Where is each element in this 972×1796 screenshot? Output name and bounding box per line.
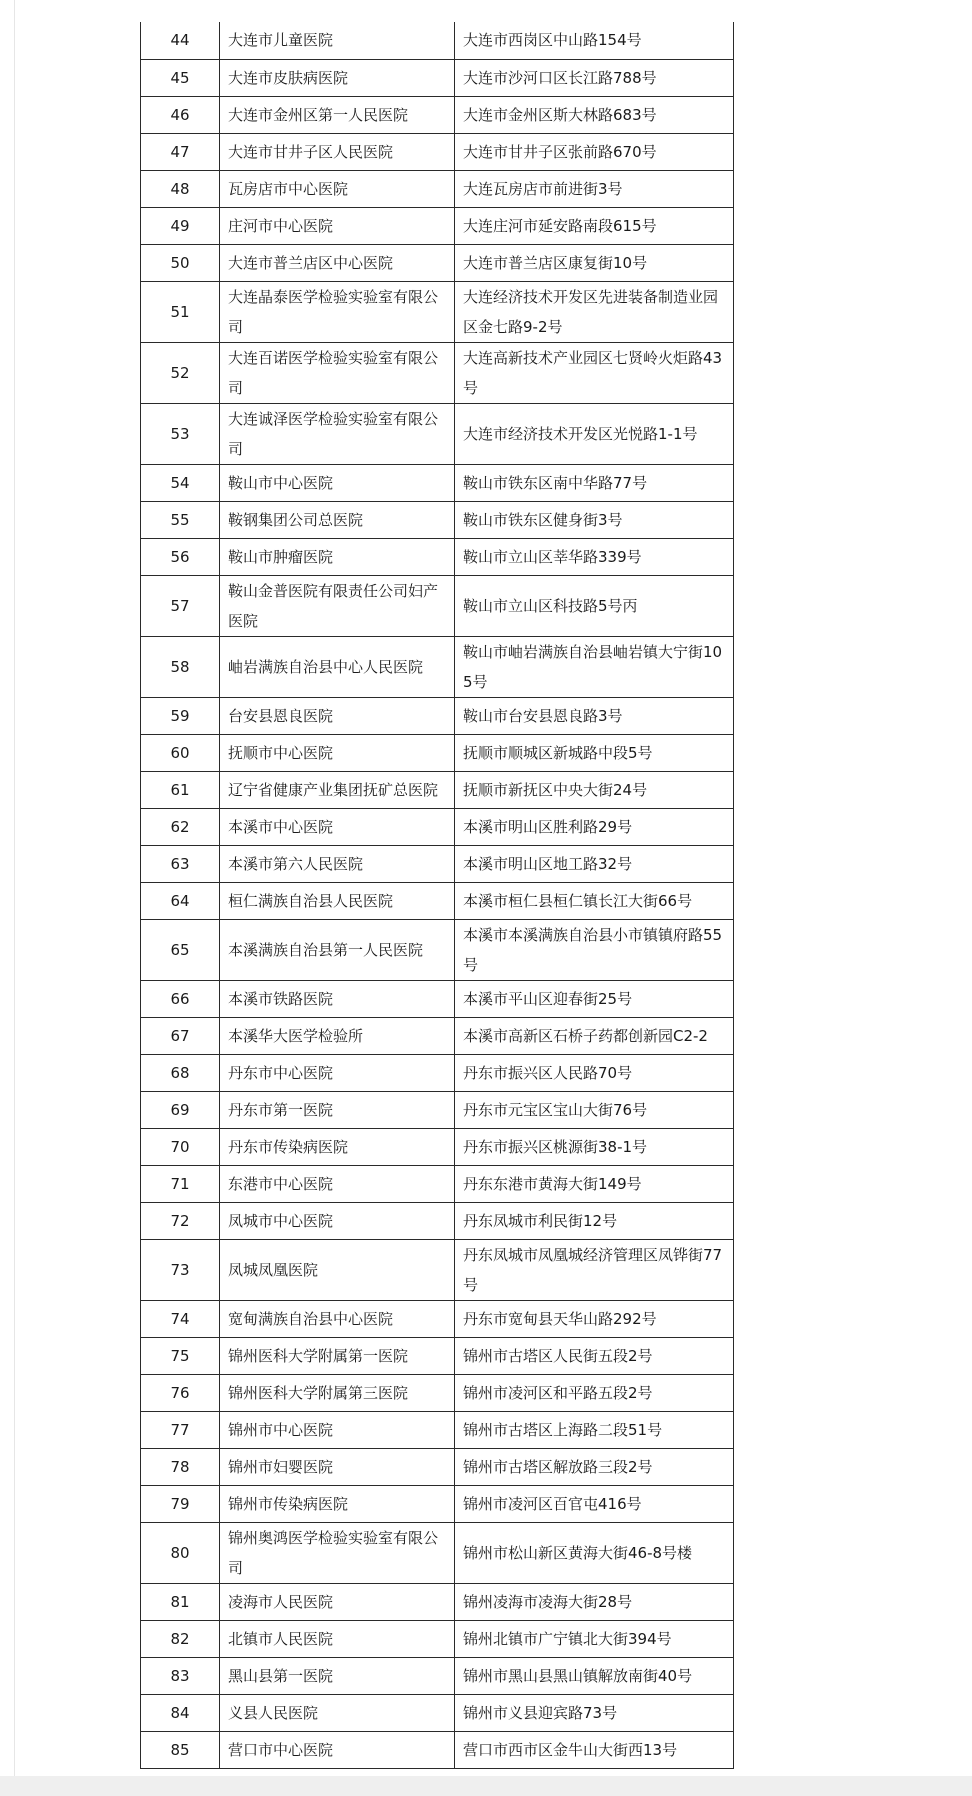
table-row <box>141 1202 734 1239</box>
hospital-address-cell: 大连市普兰店区康复街10号 <box>455 244 734 281</box>
table-row <box>141 538 734 575</box>
table-row <box>141 501 734 538</box>
hospital-address-cell: 鞍山市岫岩满族自治县岫岩镇大宁街105号 <box>455 636 734 697</box>
hospital-address-cell: 丹东凤城市利民街12号 <box>455 1202 734 1239</box>
row-number-cell: 61 <box>141 771 220 808</box>
hospital-address-cell: 大连高新技术产业园区七贤岭火炬路43号 <box>455 342 734 403</box>
table-row <box>141 845 734 882</box>
row-number-cell: 81 <box>141 1583 220 1620</box>
hospital-name-cell: 黑山县第一医院 <box>220 1657 455 1694</box>
table-row <box>141 575 734 636</box>
hospital-name-cell: 鞍山市中心医院 <box>220 464 455 501</box>
row-number-cell: 49 <box>141 207 220 244</box>
row-number-cell: 78 <box>141 1448 220 1485</box>
hospital-name-cell: 大连市金州区第一人民医院 <box>220 96 455 133</box>
table-row <box>141 697 734 734</box>
hospital-table-body <box>141 22 734 1768</box>
row-number-cell: 46 <box>141 96 220 133</box>
row-number-cell: 69 <box>141 1091 220 1128</box>
hospital-name-cell: 凌海市人民医院 <box>220 1583 455 1620</box>
table-row <box>141 1054 734 1091</box>
row-number-cell: 73 <box>141 1239 220 1300</box>
hospital-table-container <box>140 22 734 1769</box>
row-number-cell: 74 <box>141 1300 220 1337</box>
hospital-address-cell: 本溪市明山区地工路32号 <box>455 845 734 882</box>
table-row <box>141 980 734 1017</box>
hospital-name-cell: 桓仁满族自治县人民医院 <box>220 882 455 919</box>
hospital-address-cell: 锦州市松山新区黄海大街46-8号楼 <box>455 1522 734 1583</box>
hospital-name-cell: 大连晶泰医学检验实验室有限公司 <box>220 281 455 342</box>
row-number-cell: 65 <box>141 919 220 980</box>
hospital-address-cell: 鞍山市台安县恩良路3号 <box>455 697 734 734</box>
hospital-address-cell: 本溪市桓仁县桓仁镇长江大街66号 <box>455 882 734 919</box>
hospital-address-cell: 大连市金州区斯大林路683号 <box>455 96 734 133</box>
row-number-cell: 72 <box>141 1202 220 1239</box>
table-row <box>141 1522 734 1583</box>
hospital-address-cell: 鞍山市铁东区南中华路77号 <box>455 464 734 501</box>
table-row <box>141 1694 734 1731</box>
row-number-cell: 44 <box>141 22 220 59</box>
hospital-name-cell: 大连诚泽医学检验实验室有限公司 <box>220 403 455 464</box>
hospital-address-cell: 锦州北镇市广宁镇北大街394号 <box>455 1620 734 1657</box>
row-number-cell: 67 <box>141 1017 220 1054</box>
table-row <box>141 1583 734 1620</box>
hospital-address-cell: 抚顺市新抚区中央大街24号 <box>455 771 734 808</box>
table-row <box>141 1337 734 1374</box>
hospital-name-cell: 丹东市传染病医院 <box>220 1128 455 1165</box>
hospital-name-cell: 本溪市铁路医院 <box>220 980 455 1017</box>
row-number-cell: 55 <box>141 501 220 538</box>
table-row <box>141 403 734 464</box>
hospital-name-cell: 本溪华大医学检验所 <box>220 1017 455 1054</box>
hospital-address-cell: 本溪市平山区迎春街25号 <box>455 980 734 1017</box>
hospital-address-cell: 大连瓦房店市前进街3号 <box>455 170 734 207</box>
hospital-address-cell: 丹东东港市黄海大街149号 <box>455 1165 734 1202</box>
row-number-cell: 77 <box>141 1411 220 1448</box>
table-row <box>141 1165 734 1202</box>
hospital-name-cell: 瓦房店市中心医院 <box>220 170 455 207</box>
hospital-name-cell: 岫岩满族自治县中心人民医院 <box>220 636 455 697</box>
table-row <box>141 734 734 771</box>
table-row <box>141 919 734 980</box>
row-number-cell: 62 <box>141 808 220 845</box>
table-row <box>141 133 734 170</box>
table-row <box>141 1731 734 1768</box>
table-row <box>141 170 734 207</box>
table-row <box>141 1374 734 1411</box>
row-number-cell: 54 <box>141 464 220 501</box>
hospital-address-cell: 锦州市黑山县黑山镇解放南街40号 <box>455 1657 734 1694</box>
table-row <box>141 342 734 403</box>
hospital-name-cell: 鞍山金普医院有限责任公司妇产医院 <box>220 575 455 636</box>
hospital-name-cell: 宽甸满族自治县中心医院 <box>220 1300 455 1337</box>
hospital-name-cell: 大连市甘井子区人民医院 <box>220 133 455 170</box>
row-number-cell: 79 <box>141 1485 220 1522</box>
hospital-address-cell: 抚顺市顺城区新城路中段5号 <box>455 734 734 771</box>
hospital-name-cell: 鞍钢集团公司总医院 <box>220 501 455 538</box>
hospital-address-cell: 锦州凌海市凌海大街28号 <box>455 1583 734 1620</box>
hospital-name-cell: 台安县恩良医院 <box>220 697 455 734</box>
hospital-address-cell: 丹东凤城市凤凰城经济管理区凤铧街77号 <box>455 1239 734 1300</box>
hospital-address-cell: 本溪市明山区胜利路29号 <box>455 808 734 845</box>
row-number-cell: 57 <box>141 575 220 636</box>
row-number-cell: 56 <box>141 538 220 575</box>
hospital-address-cell: 本溪市高新区石桥子药都创新园C2-2 <box>455 1017 734 1054</box>
hospital-name-cell: 本溪市第六人民医院 <box>220 845 455 882</box>
page-bottom-band <box>0 1776 972 1796</box>
hospital-name-cell: 锦州市妇婴医院 <box>220 1448 455 1485</box>
hospital-name-cell: 抚顺市中心医院 <box>220 734 455 771</box>
row-number-cell: 50 <box>141 244 220 281</box>
table-row <box>141 882 734 919</box>
hospital-name-cell: 庄河市中心医院 <box>220 207 455 244</box>
hospital-name-cell: 大连市普兰店区中心医院 <box>220 244 455 281</box>
page-edge-line <box>14 0 15 1796</box>
row-number-cell: 51 <box>141 281 220 342</box>
row-number-cell: 45 <box>141 59 220 96</box>
table-row <box>141 1485 734 1522</box>
hospital-address-cell: 本溪市本溪满族自治县小市镇镇府路55号 <box>455 919 734 980</box>
table-row <box>141 1128 734 1165</box>
hospital-address-cell: 锦州市古塔区解放路三段2号 <box>455 1448 734 1485</box>
hospital-name-cell: 大连市皮肤病医院 <box>220 59 455 96</box>
hospital-address-cell: 锦州市凌河区百官屯416号 <box>455 1485 734 1522</box>
row-number-cell: 63 <box>141 845 220 882</box>
hospital-name-cell: 丹东市中心医院 <box>220 1054 455 1091</box>
row-number-cell: 80 <box>141 1522 220 1583</box>
hospital-address-cell: 大连庄河市延安路南段615号 <box>455 207 734 244</box>
table-row <box>141 464 734 501</box>
hospital-name-cell: 营口市中心医院 <box>220 1731 455 1768</box>
row-number-cell: 75 <box>141 1337 220 1374</box>
table-row <box>141 207 734 244</box>
table-row <box>141 636 734 697</box>
hospital-name-cell: 丹东市第一医院 <box>220 1091 455 1128</box>
table-row <box>141 1448 734 1485</box>
row-number-cell: 85 <box>141 1731 220 1768</box>
hospital-address-cell: 锦州市义县迎宾路73号 <box>455 1694 734 1731</box>
hospital-address-cell: 大连市甘井子区张前路670号 <box>455 133 734 170</box>
hospital-address-cell: 丹东市元宝区宝山大街76号 <box>455 1091 734 1128</box>
hospital-address-cell: 大连市西岗区中山路154号 <box>455 22 734 59</box>
hospital-name-cell: 锦州医科大学附属第一医院 <box>220 1337 455 1374</box>
row-number-cell: 48 <box>141 170 220 207</box>
hospital-address-cell: 丹东市振兴区人民路70号 <box>455 1054 734 1091</box>
row-number-cell: 68 <box>141 1054 220 1091</box>
table-row <box>141 1620 734 1657</box>
hospital-name-cell: 辽宁省健康产业集团抚矿总医院 <box>220 771 455 808</box>
hospital-address-cell: 鞍山市立山区科技路5号丙 <box>455 575 734 636</box>
hospital-name-cell: 义县人民医院 <box>220 1694 455 1731</box>
table-row <box>141 59 734 96</box>
row-number-cell: 64 <box>141 882 220 919</box>
hospital-address-cell: 营口市西市区金牛山大街西13号 <box>455 1731 734 1768</box>
row-number-cell: 82 <box>141 1620 220 1657</box>
table-row <box>141 1091 734 1128</box>
table-row <box>141 281 734 342</box>
row-number-cell: 70 <box>141 1128 220 1165</box>
hospital-address-cell: 鞍山市铁东区健身街3号 <box>455 501 734 538</box>
row-number-cell: 58 <box>141 636 220 697</box>
hospital-address-cell: 大连市沙河口区长江路788号 <box>455 59 734 96</box>
hospital-name-cell: 锦州市传染病医院 <box>220 1485 455 1522</box>
hospital-address-cell: 大连经济技术开发区先进装备制造业园区金七路9-2号 <box>455 281 734 342</box>
row-number-cell: 83 <box>141 1657 220 1694</box>
hospital-address-cell: 鞍山市立山区莘华路339号 <box>455 538 734 575</box>
hospital-address-cell: 锦州市凌河区和平路五段2号 <box>455 1374 734 1411</box>
row-number-cell: 60 <box>141 734 220 771</box>
hospital-name-cell: 大连百诺医学检验实验室有限公司 <box>220 342 455 403</box>
table-row <box>141 1657 734 1694</box>
table-row <box>141 1239 734 1300</box>
hospital-name-cell: 本溪市中心医院 <box>220 808 455 845</box>
row-number-cell: 53 <box>141 403 220 464</box>
hospital-address-cell: 锦州市古塔区上海路二段51号 <box>455 1411 734 1448</box>
row-number-cell: 76 <box>141 1374 220 1411</box>
hospital-name-cell: 凤城凤凰医院 <box>220 1239 455 1300</box>
table-row <box>141 22 734 59</box>
hospital-name-cell: 锦州医科大学附属第三医院 <box>220 1374 455 1411</box>
hospital-address-cell: 丹东市宽甸县天华山路292号 <box>455 1300 734 1337</box>
table-row <box>141 1300 734 1337</box>
hospital-name-cell: 鞍山市肿瘤医院 <box>220 538 455 575</box>
hospital-name-cell: 大连市儿童医院 <box>220 22 455 59</box>
hospital-name-cell: 锦州市中心医院 <box>220 1411 455 1448</box>
hospital-table <box>140 22 734 1769</box>
hospital-name-cell: 锦州奥鸿医学检验实验室有限公司 <box>220 1522 455 1583</box>
table-row <box>141 771 734 808</box>
table-row <box>141 244 734 281</box>
row-number-cell: 47 <box>141 133 220 170</box>
hospital-name-cell: 北镇市人民医院 <box>220 1620 455 1657</box>
hospital-address-cell: 丹东市振兴区桃源街38-1号 <box>455 1128 734 1165</box>
row-number-cell: 52 <box>141 342 220 403</box>
row-number-cell: 71 <box>141 1165 220 1202</box>
hospital-name-cell: 本溪满族自治县第一人民医院 <box>220 919 455 980</box>
hospital-address-cell: 锦州市古塔区人民街五段2号 <box>455 1337 734 1374</box>
row-number-cell: 84 <box>141 1694 220 1731</box>
hospital-address-cell: 大连市经济技术开发区光悦路1-1号 <box>455 403 734 464</box>
table-row <box>141 1411 734 1448</box>
table-row <box>141 808 734 845</box>
hospital-name-cell: 凤城市中心医院 <box>220 1202 455 1239</box>
hospital-name-cell: 东港市中心医院 <box>220 1165 455 1202</box>
row-number-cell: 66 <box>141 980 220 1017</box>
row-number-cell: 59 <box>141 697 220 734</box>
table-row <box>141 96 734 133</box>
table-row <box>141 1017 734 1054</box>
